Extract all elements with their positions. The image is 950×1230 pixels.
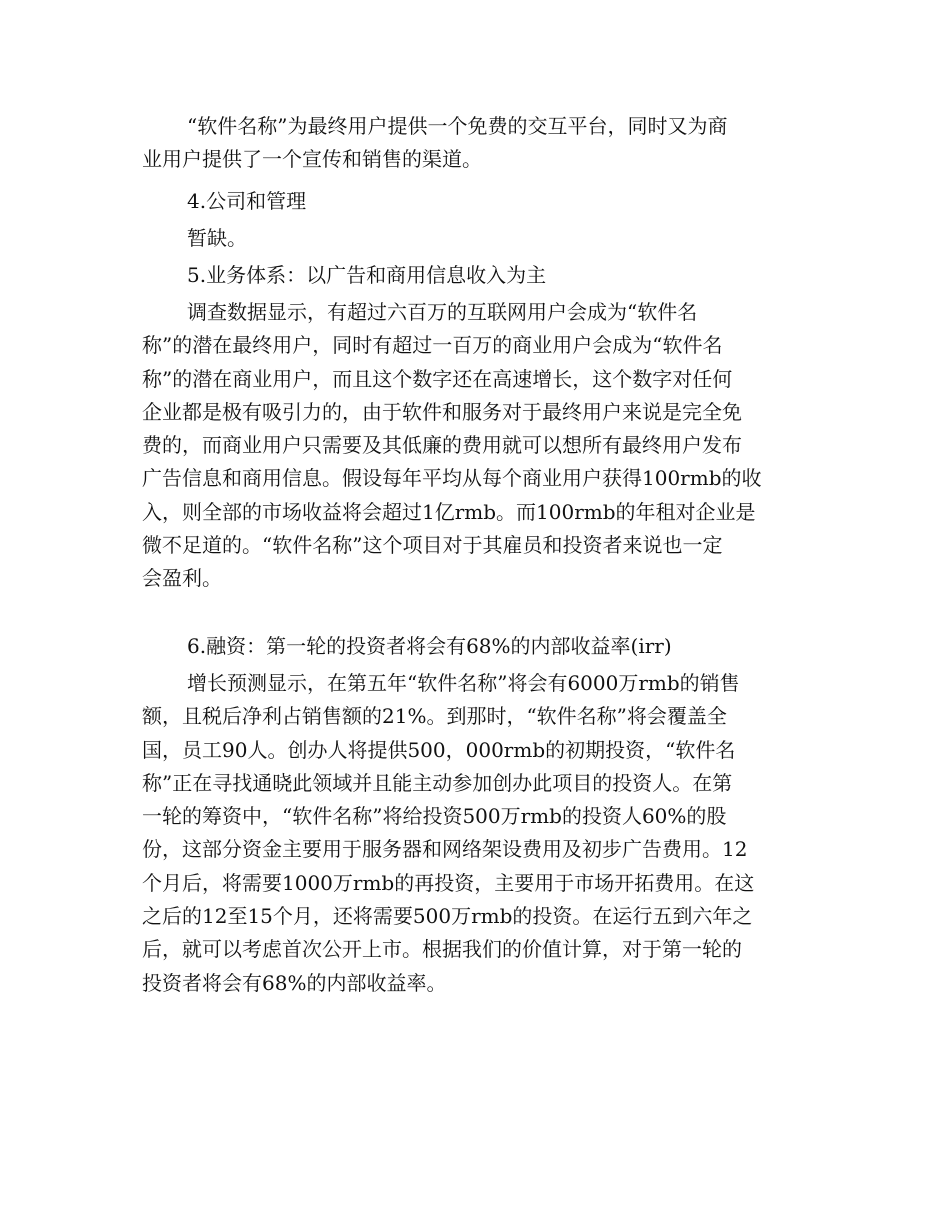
text-line: 后，就可以考虑首次公开上市。根据我们的价值计算，对于第一轮的 [142,937,742,962]
text-line: 企业都是极有吸引力的，由于软件和服务对于最终用户来说是完全免 [142,399,742,424]
text-line: 称”正在寻找通晓此领域并且能主动参加创办此项目的投资人。在第 [142,770,733,795]
text-line: 个月后，将需要1000万rmb的再投资，主要用于市场开拓费用。在这 [142,870,755,895]
text-line: 6.融资：第一轮的投资者将会有68%的内部收益率(irr) [187,634,672,658]
text-line: “软件名称”为最终用户提供一个免费的交互平台，同时又为商 [187,114,728,138]
text-line: 入，则全部的市场收益将会超过1亿rmb。而100rmb的年租对企业是 [142,499,756,524]
text-line: 4.公司和管理 [187,189,307,213]
text-line: 一轮的筹资中，“软件名称”将给投资500万rmb的投资人60%的股 [142,804,727,829]
text-line: 份，这部分资金主要用于服务器和网络架设费用及初步广告费用。12 [142,837,748,862]
section-5-body [142,296,812,596]
text-line: 广告信息和商用信息。假设每年平均从每个商业用户获得100rmb的收 [142,466,762,491]
paragraph-intro [142,110,812,177]
section-6-body [142,667,812,1000]
text-line: 暂缺。 [187,226,247,250]
text-line: 额，且税后净利占销售额的21%。到那时，“软件名称”将会覆盖全 [142,704,727,729]
section-6-heading [142,630,812,663]
text-line: 称”的潜在最终用户，同时有超过一百万的商业用户会成为“软件名 [142,333,723,358]
text-line: 增长预测显示，在第五年“软件名称”将会有6000万rmb的销售 [187,671,740,695]
section-5-heading [142,259,812,292]
text-line: 之后的12至15个月，还将需要500万rmb的投资。在运行五到六年之 [142,904,753,929]
text-line: 5.业务体系：以广告和商用信息收入为主 [187,263,547,287]
text-line: 国，员工90人。创办人将提供500，000rmb的初期投资，“软件名 [142,737,736,762]
text-line: 调查数据显示，有超过六百万的互联网用户会成为“软件名 [187,300,698,324]
text-line: 业用户提供了一个宣传和销售的渠道。 [142,147,482,172]
section-4-heading [142,185,812,218]
section-4-body [142,222,812,255]
text-line: 费的，而商业用户只需要及其低廉的费用就可以想所有最终用户发布 [142,433,742,458]
text-line: 微不足道的。“软件名称”这个项目对于其雇员和投资者来说也一定 [142,533,723,558]
text-line: 投资者将会有68%的内部收益率。 [142,970,447,995]
text-line: 称”的潜在商业用户，而且这个数字还在高速增长，这个数字对任何 [142,366,733,391]
text-line: 会盈利。 [142,566,222,591]
